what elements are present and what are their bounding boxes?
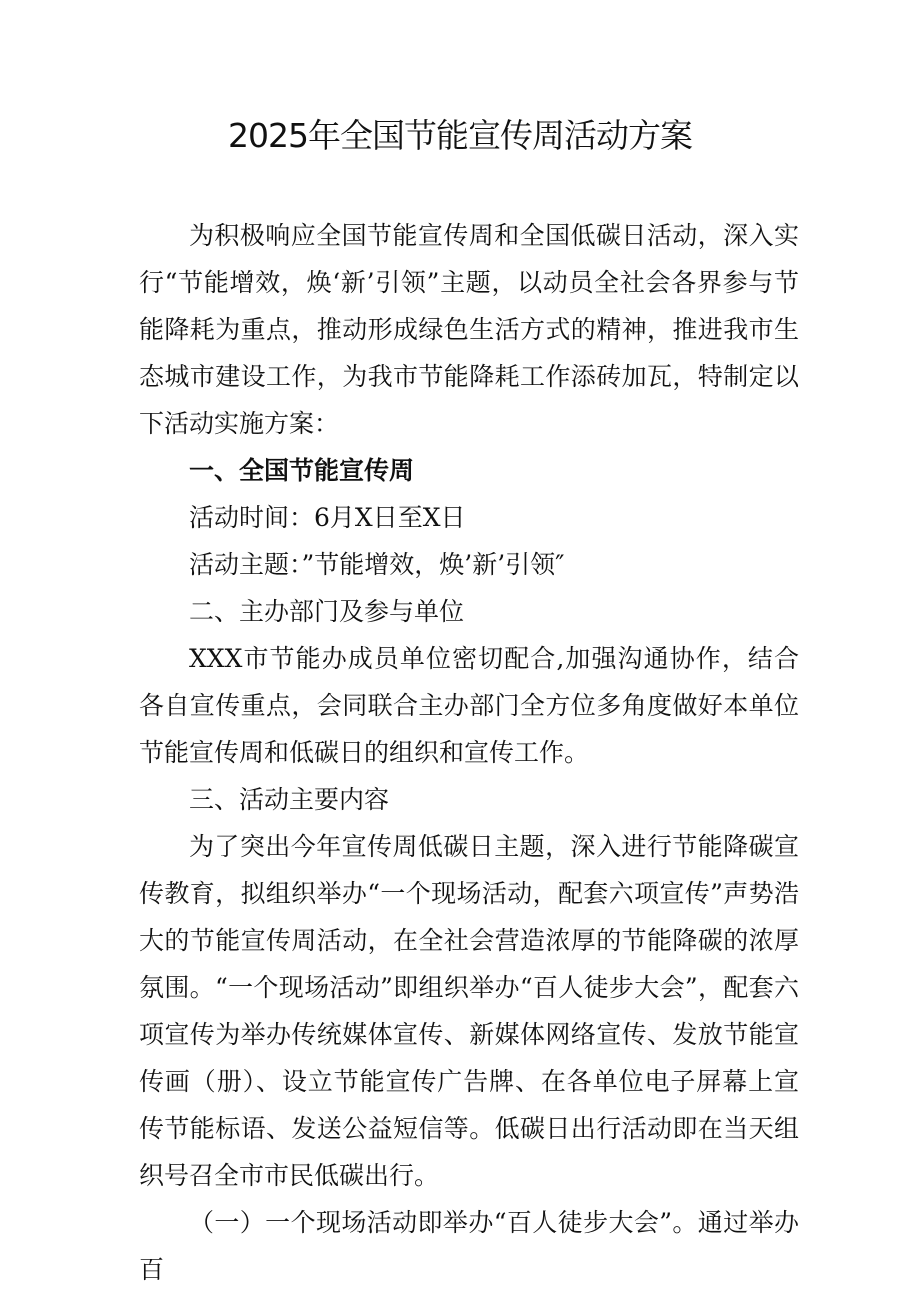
document-body [139, 212, 799, 1293]
section-3-paragraph: 为了突出今年宣传周低碳日主题，深入进行节能降碳宣传教育，拟组织举办“一个现场活动，配套六项宣传”声势浩大的节能宣传周活动，在全社会营造浓厚的节能降碳的浓厚氛围。“一个现场活动”即组织举办“百人徒步大会”，配套六项宣传为举办传统媒体宣传、新媒体网络宣传、发放节能宣传画（册）、设立节能宣传广告牌、在各单位电子屏幕上宣传节能标语、发送公益短信等。低碳日出行活动即在当天组织号召全市市民低碳出行。 [139, 832, 799, 1190]
section-3-heading: 三、活动主要内容 [189, 785, 390, 814]
intro-paragraph: 为积极响应全国节能宣传周和全国低碳日活动，深入实行“节能增效，焕‘新’引领”主题，以动员全社会各界参与节能降耗为重点，推动形成绿色生活方式的精神，推进我市生态城市建设工作，为我市节能降耗工作添砖加瓦，特制定以下活动实施方案： [139, 221, 799, 438]
subsection-1-paragraph: （一）一个现场活动即举办“百人徒步大会”。通过举办百 [139, 1208, 799, 1284]
document-title: 2025年全国节能宣传周活动方案 [228, 116, 692, 155]
activity-theme: 活动主题：”节能增效，焕’新’引领″ [189, 550, 565, 579]
section-2-heading: 二、主办部门及参与单位 [189, 597, 465, 626]
section-1-heading: 一、全国节能宣传周 [189, 456, 415, 485]
section-2-paragraph: XXX市节能办成员单位密切配合,加强沟通协作，结合各自宣传重点，会同联合主办部门全方位多角度做好本单位节能宣传周和低碳日的组织和宣传工作。 [139, 644, 799, 767]
activity-time: 活动时间：6月X日至X日 [189, 503, 466, 532]
